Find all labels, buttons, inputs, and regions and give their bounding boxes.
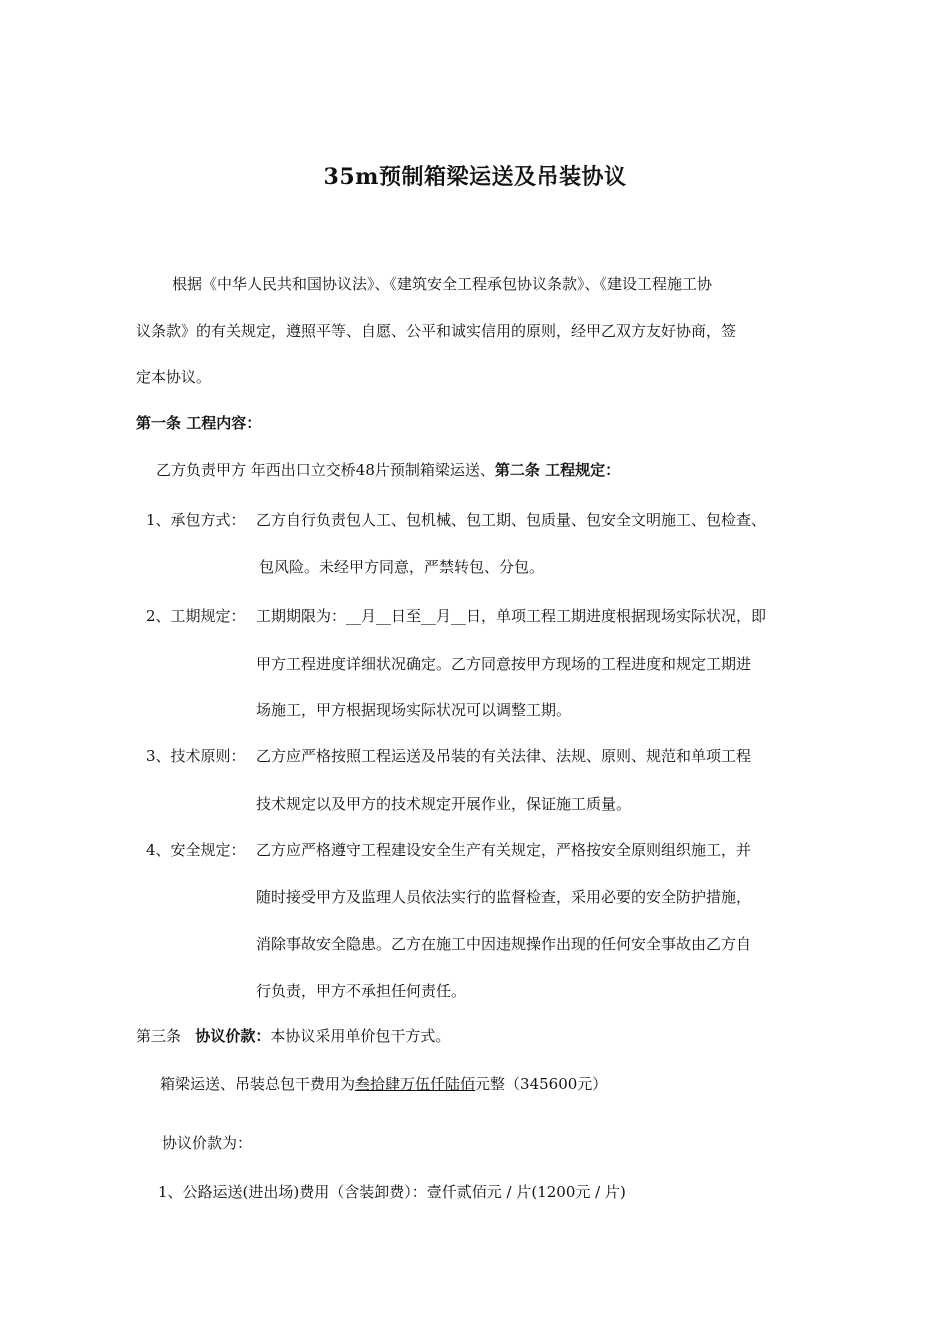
- item-4-line-1: 乙方应严格遵守工程建设安全生产有关规定，严格按安全原则组织施工，并: [256, 841, 752, 859]
- item-2-line-3: 场施工，甲方根据现场实际状况可以调整工期。: [256, 701, 572, 719]
- article-2-heading: 第二条 工程规定：: [494, 461, 621, 479]
- article-3-prefix: 第三条: [136, 1027, 196, 1045]
- article-1-text: 乙方负责甲方 年西出口立交桥48片预制箱梁运送、: [156, 461, 495, 479]
- intro-line-3: 定本协议。: [136, 368, 212, 386]
- item-4-line-3: 消除事故安全隐患。乙方在施工中因违规操作出现的任何安全事故由乙方自: [256, 935, 752, 953]
- item-1-line-1: 乙方自行负责包人工、包机械、包工期、包质量、包安全文明施工、包检查、: [256, 511, 767, 529]
- item-4-line-4: 行负责，甲方不承担任何责任。: [256, 982, 467, 1000]
- document-title: 35m预制箱梁运送及吊装协议: [323, 164, 627, 190]
- item-4-line-2: 随时接受甲方及监理人员依法实行的监督检查，采用必要的安全防护措施，: [256, 888, 752, 906]
- item-1-label: 1、承包方式：: [146, 511, 246, 529]
- total-price-prefix: 箱梁运送、吊装总包干费用为: [160, 1075, 356, 1093]
- item-2-label: 2、工期规定：: [146, 607, 246, 625]
- total-price-suffix: 元整（345600元）: [475, 1075, 608, 1093]
- item-4-label: 4、安全规定：: [146, 841, 246, 859]
- item-2-line-2: 甲方工程进度详细状况确定。乙方同意按甲方现场的工程进度和规定工期进: [256, 655, 752, 673]
- item-3-label: 3、技术原则：: [146, 747, 246, 765]
- price-item-1: 1、公路运送(进出场)费用（含装卸费）：壹仟贰佰元 / 片(1200元 / 片): [158, 1183, 626, 1201]
- item-1-line-2: 包风险。未经甲方同意，严禁转包、分包。: [259, 558, 545, 576]
- item-2-line-1: 工期期限为：__月__日至__月__日，单项工程工期进度根据现场实际状况，即: [256, 607, 767, 625]
- item-3-line-1: 乙方应严格按照工程运送及吊装的有关法律、法规、原则、规范和单项工程: [256, 747, 752, 765]
- article-3-line: [136, 1026, 450, 1046]
- total-price-line: [160, 1074, 607, 1094]
- item-3-line-2: 技术规定以及甲方的技术规定开展作业，保证施工质量。: [256, 795, 632, 813]
- article-1-heading: 第一条 工程内容：: [136, 414, 262, 432]
- intro-line-2: 议条款》的有关规定，遵照平等、自愿、公平和诚实信用的原则，经甲乙双方友好协商，签: [136, 322, 737, 340]
- intro-line-1: 根据《中华人民共和国协议法》、《建筑安全工程承包协议条款》、《建设工程施工协: [172, 275, 713, 293]
- price-heading: 协议价款为：: [162, 1134, 253, 1152]
- article-3-text: 本协议采用单价包干方式。: [270, 1027, 451, 1045]
- article-1-content: [156, 460, 620, 480]
- total-price-amount-words: 叁拾肆万伍仟陆佰: [355, 1075, 476, 1093]
- article-3-heading: 协议价款：: [195, 1027, 271, 1045]
